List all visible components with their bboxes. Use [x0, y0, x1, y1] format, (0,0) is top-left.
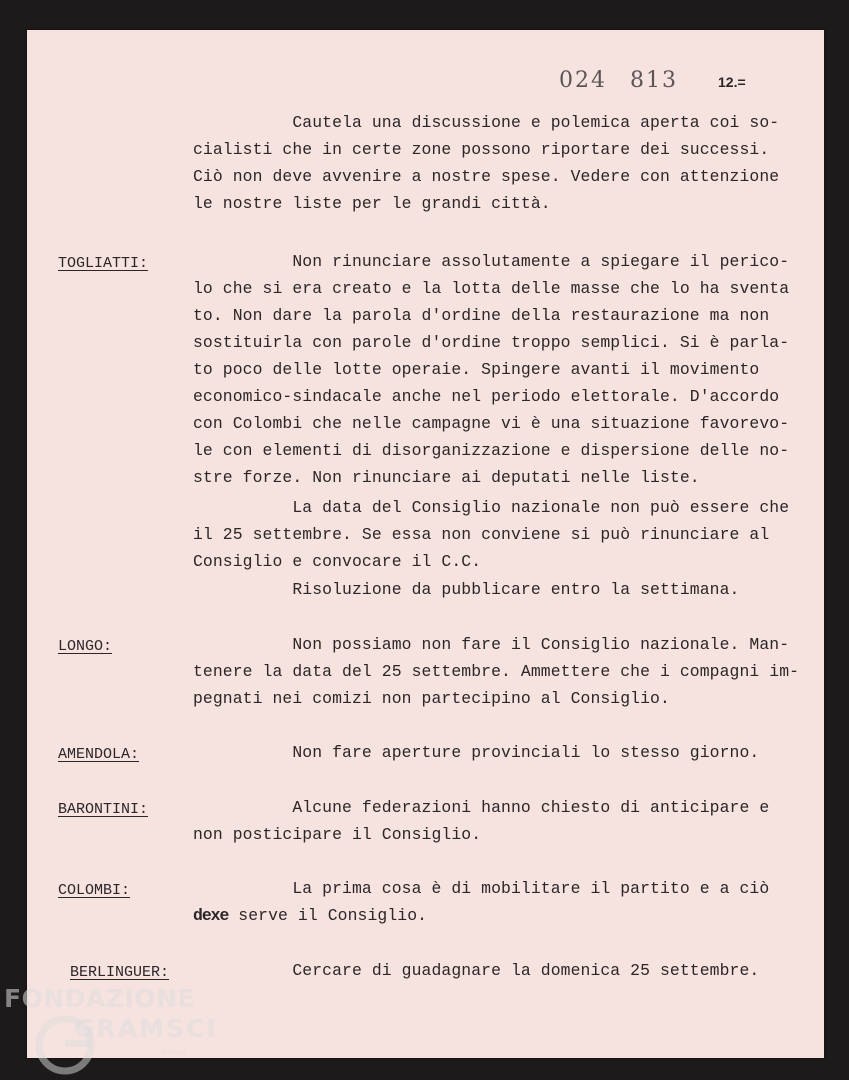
speaker-colombi: COLOMBI:: [58, 882, 131, 899]
text-line: Consiglio e convocare il C.C.: [193, 552, 482, 571]
text-line: Alcune federazioni hanno chiesto di anticipare e: [193, 798, 770, 817]
text-line: le con elementi di disorganizzazione e dispersione delle no-: [193, 441, 790, 460]
text-line: con Colombi che nelle campagne vi è una situazione favorevo-: [193, 414, 790, 433]
text-line: [193, 903, 427, 930]
text-line: La data del Consiglio nazionale non può essere che: [193, 498, 790, 517]
text-line: to poco delle lotte operaie. Spingere avanti il movimento: [193, 360, 760, 379]
watermark-line-2: GRAMSCI: [74, 1014, 218, 1043]
text-line: Risoluzione da pubblicare entro la settimana.: [193, 580, 740, 599]
text-line: economico-sindacale anche nel periodo elettorale. D'accordo: [193, 387, 780, 406]
text-line: le nostre liste per le grandi città.: [193, 194, 551, 213]
text-line: lo che si era creato e la lotta delle masse che lo ha sventa: [193, 279, 790, 298]
text-line: pegnati nei comizi non partecipino al Consiglio.: [193, 689, 670, 708]
text-line: tenere la data del 25 settembre. Ammettere che i compagni im-: [193, 662, 800, 681]
speaker-togliatti: TOGLIATTI:: [58, 255, 149, 272]
speaker-barontini: BARONTINI:: [58, 801, 149, 818]
text-line: Non rinunciare assolutamente a spiegare il perico-: [193, 252, 790, 271]
watermark-line-3: onlus: [162, 1048, 187, 1058]
text-line: stre forze. Non rinunciare ai deputati nelle liste.: [193, 468, 700, 487]
speaker-amendola: AMENDOLA:: [58, 746, 140, 763]
text-line: Ciò non deve avvenire a nostre spese. Vedere con attenzione: [193, 167, 780, 186]
text-line: Non fare aperture provinciali lo stesso giorno.: [193, 743, 760, 762]
text-line: cialisti che in certe zone possono riportare dei successi.: [193, 140, 770, 159]
text-line: to. Non dare la parola d'ordine della restaurazione ma non: [193, 306, 770, 325]
text-line: il 25 settembre. Se essa non conviene si può rinunciare al: [193, 525, 770, 544]
text-line: Cercare di guadagnare la domenica 25 settembre.: [193, 961, 760, 980]
text-line: non posticipare il Consiglio.: [193, 825, 482, 844]
text-fragment: serve il Consiglio.: [228, 906, 428, 925]
text-line: Cautela una discussione e polemica aperta coi so-: [193, 113, 780, 132]
watermark-line-1: FONDAZIONE: [4, 984, 196, 1013]
text-line: sostituirla con parole d'ordine troppo semplici. Si è parla-: [193, 333, 790, 352]
struck-out-word: dexe: [193, 906, 229, 925]
page-number: 12.=: [718, 74, 746, 90]
text-line: Non possiamo non fare il Consiglio nazionale. Man-: [193, 635, 790, 654]
speaker-berlinguer: BERLINGUER:: [70, 964, 170, 981]
text-line: La prima cosa è di mobilitare il partito e a ciò: [193, 879, 770, 898]
document-number: 024 813: [559, 68, 678, 93]
speaker-longo: LONGO:: [58, 638, 113, 655]
